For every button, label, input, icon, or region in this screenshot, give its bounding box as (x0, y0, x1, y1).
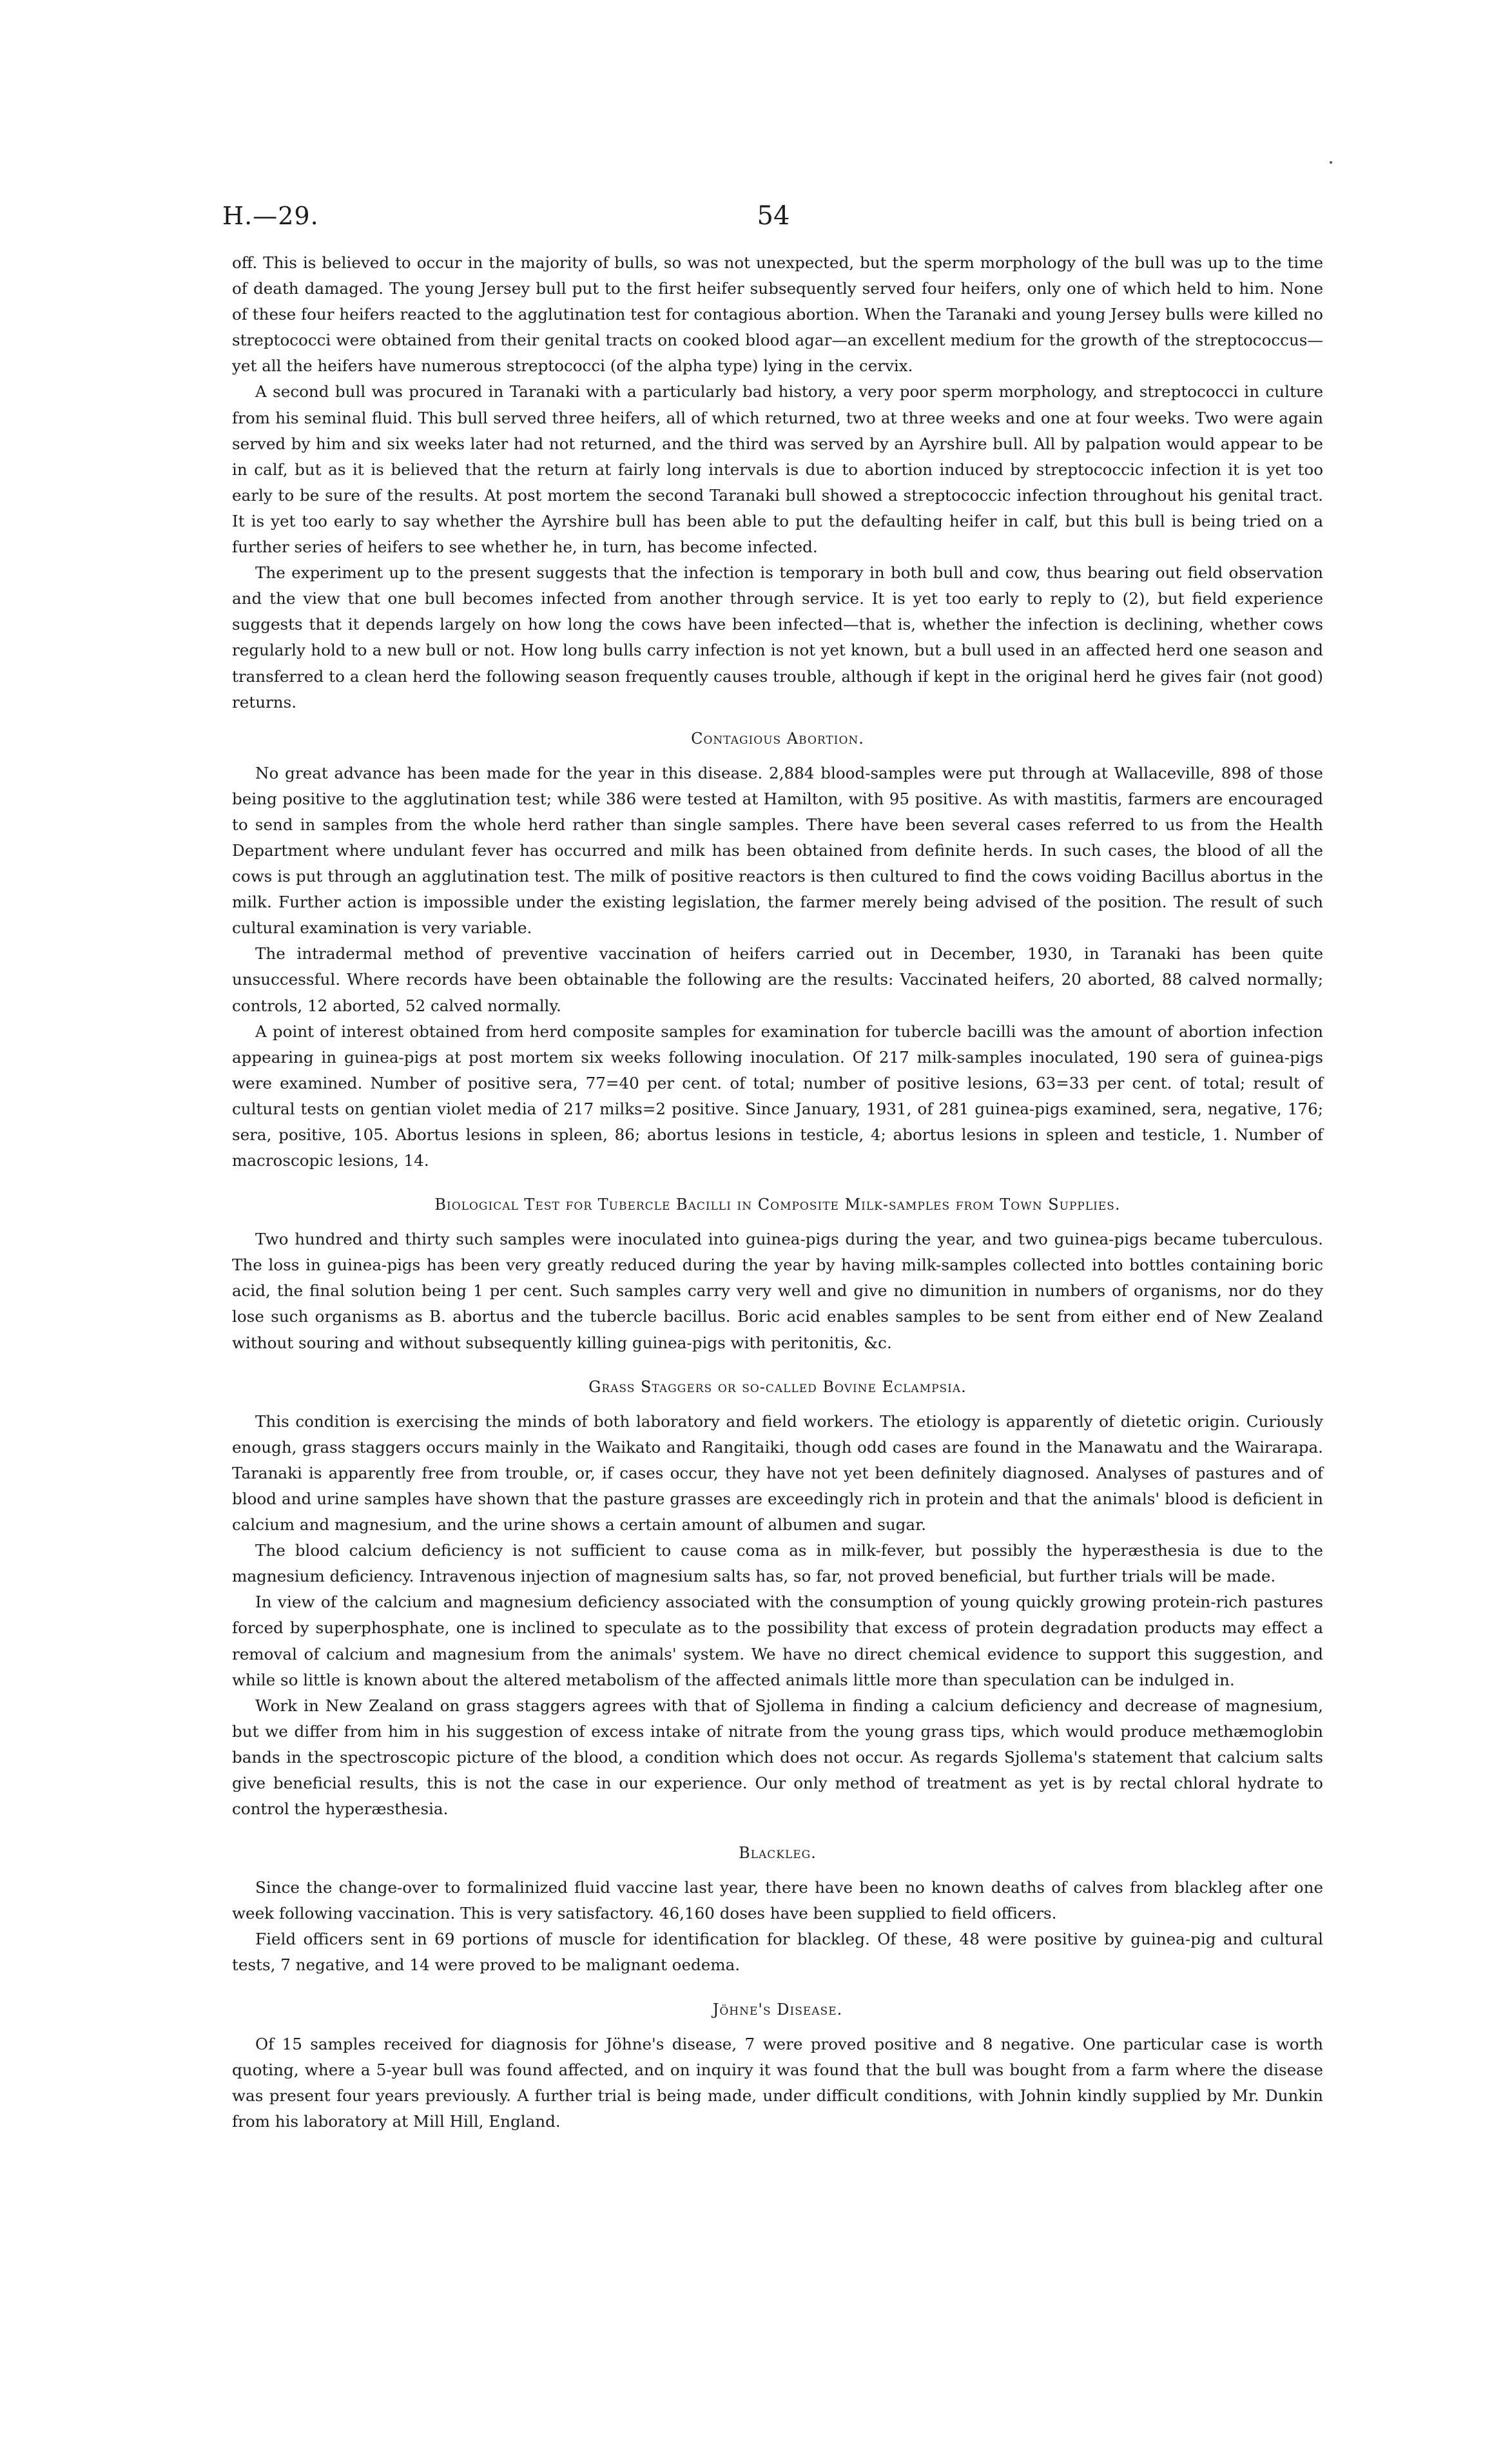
page-header (222, 193, 1324, 238)
paragraph: This condition is exercising the minds of both laboratory and field workers. The etiology is apparently of dietetic origin. Curiously enough, grass staggers occurs mainly in the Waikato and Rangitaiki, though odd cases are found in the Manawatu and the Wairarapa. Taranaki is apparently free from trouble, or, if cases occur, they have not yet been definitely diagnosed. Analyses of pastures and of blood and urine samples have shown that the pasture grasses are exceedingly rich in protein and that the animals' blood is deficient in calcium and magnesium, and the urine shows a certain amount of albumen and sugar. (232, 1411, 1323, 1535)
paragraph: Two hundred and thirty such samples were inoculated into guinea-pigs during the year, and two guinea-pigs became tuberculous. The loss in guinea-pigs has been very greatly reduced during the year by having milk-samples collected into bottles containing boric acid, the final solution being 1 per cent. Such samples carry very well and give no dimunition in numbers of organisms, nor do they lose such organisms as B. abortus and the tubercle bacillus. Boric acid enables samples to be sent from either end of New Zealand without souring and without subsequently killing guinea-pigs with peritonitis, &c. (232, 1230, 1323, 1352)
section-heading-grass-staggers: Grass Staggers or so-called Bovine Eclampsia. (588, 1377, 967, 1396)
page-speck (1330, 161, 1332, 164)
paragraph: off. This is believed to occur in the majority of bulls, so was not unexpected, but the sperm morphology of the bull was up to the time of death damaged. The young Jersey bull put to the first heifer subsequently served four heifers, only one of which held to him. None of these four heifers reacted to the agglutination test for contagious abortion. When the Taranaki and young Jersey bulls were killed no streptococci were obtained from their genital tracts on cooked blood agar—an excellent medium for the growth of the streptococcus—yet all the heifers have numerous streptococci (of the alpha type) lying in the cervix. (232, 253, 1323, 376)
paragraph: The blood calcium deficiency is not sufficient to cause coma as in milk-fever, but possibly the hyperæsthesia is due to the magnesium deficiency. Intravenous injection of magnesium salts has, so far, not proved beneficial, but further trials will be made. (232, 1541, 1323, 1586)
section-heading-blackleg: Blackleg. (739, 1844, 817, 1863)
paragraph: A second bull was procured in Taranaki with a particularly bad history, a very poor sperm morphology, and streptococci in culture from his seminal fluid. This bull served three heifers, all of which returned, two at three weeks and one at four weeks. Two were again served by him and six weeks later had not returned, and the third was served by an Ayrshire bull. All by palpation would appear to be in calf, but as it is believed that the return at fairly long intervals is due to abortion induced by streptococcic infection it is yet too early to be sure of the results. At post mortem the second Taranaki bull showed a streptococcic infection throughout his genital tract. It is yet too early to say whether the Ayrshire bull has been able to put the defaulting heifer in calf, but this bull is being tried on a further series of heifers to see whether he, in turn, has become infected. (232, 382, 1323, 557)
paragraph: Field officers sent in 69 portions of muscle for identification for blackleg. Of these, 48 were positive by guinea-pig and cultural tests, 7 negative, and 14 were proved to be malignant oedema. (232, 1930, 1323, 1975)
report-code: H.—29. (222, 202, 319, 230)
body-text (232, 250, 1323, 2135)
paragraph: The experiment up to the present suggests that the infection is temporary in both bull and cow, thus bearing out field observation and the view that one bull becomes infected from another through service. It is yet too early to reply to (2), but field experience suggests that it depends largely on how long the cows have been infected—that is, whether the infection is declining, whether cows regularly hold to a new bull or not. How long bulls carry infection is not yet known, but a bull used in an affected herd one season and transferred to a clean herd the following season frequently causes trouble, although if kept in the original herd he gives fair (not good) returns. (232, 563, 1323, 712)
paragraph: A point of interest obtained from herd composite samples for examination for tubercle bacilli was the amount of abortion infection appearing in guinea-pigs at post mortem six weeks following inoculation. Of 217 milk-samples inoculated, 190 sera of guinea-pigs were examined. Number of positive sera, 77=40 per cent. of total; number of positive lesions, 63=33 per cent. of total; result of cultural tests on gentian violet media of 217 milks=2 positive. Since January, 1931, of 281 guinea-pigs examined, sera, negative, 176; sera, positive, 105. Abortus lesions in spleen, 86; abortus lesions in testicle, 4; abortus lesions in spleen and testicle, 1. Number of macroscopic lesions, 14. (232, 1022, 1323, 1170)
paragraph: In view of the calcium and magnesium deficiency associated with the consumption of young quickly growing protein-rich pastures forced by superphosphate, one is inclined to speculate as to the possibility that excess of protein degradation products may effect a removal of calcium and magnesium from the animals' system. We have no direct chemical evidence to support this suggestion, and while so little is known about the altered metabolism of the affected animals little more than speculation can be indulged in. (232, 1593, 1323, 1689)
page-number: 54 (757, 201, 790, 231)
section-heading-contagious-abortion: Contagious Abortion. (691, 729, 864, 748)
paragraph: Of 15 samples received for diagnosis for Jöhne's disease, 7 were proved positive and 8 negative. One particular case is worth quoting, where a 5-year bull was found affected, and on inquiry it was found that the bull was bought from a farm where the disease was present four years previously. A further trial is being made, under difficult conditions, with Johnin kindly supplied by Mr. Dunkin from his laboratory at Mill Hill, England. (232, 2034, 1323, 2131)
section-heading-biological-test: Biological Test for Tubercle Bacilli in Composite Milk-samples from Town Supplies. (434, 1196, 1121, 1214)
section-heading-johnes-disease: Jöhne's Disease. (712, 2000, 843, 2019)
paragraph: Since the change-over to formalinized fluid vaccine last year, there have been no known deaths of calves from blackleg after one week following vaccination. This is very satisfactory. 46,160 doses have been supplied to field officers. (232, 1878, 1323, 1923)
paragraph: No great advance has been made for the year in this disease. 2,884 blood-samples were put through at Wallaceville, 898 of those being positive to the agglutination test; while 386 were tested at Hamilton, with 95 positive. As with mastitis, farmers are encouraged to send in samples from the whole herd rather than single samples. There have been several cases referred to us from the Health Department where undulant fever has occurred and milk has been obtained from definite herds. In such cases, the blood of all the cows is put through an agglutination test. The milk of positive reactors is then cultured to find the cows voiding Bacillus abortus in the milk. Further action is impossible under the existing legislation, the farmer merely being advised of the position. The result of such cultural examination is very variable. (232, 763, 1323, 938)
paragraph: Work in New Zealand on grass staggers agrees with that of Sjollema in finding a calcium deficiency and decrease of magnesium, but we differ from him in his suggestion of excess intake of nitrate from the young grass tips, which would produce methæmoglobin bands in the spectroscopic picture of the blood, a condition which does not occur. As regards Sjollema's statement that calcium salts give beneficial results, this is not the case in our experience. Our only method of treatment as yet is by rectal chloral hydrate to control the hyperæsthesia. (232, 1696, 1323, 1819)
paragraph: The intradermal method of preventive vaccination of heifers carried out in December, 1930, in Taranaki has been quite unsuccessful. Where records have been obtainable the following are the results: Vaccinated heifers, 20 aborted, 88 calved normally; controls, 12 aborted, 52 calved normally. (232, 944, 1323, 1015)
